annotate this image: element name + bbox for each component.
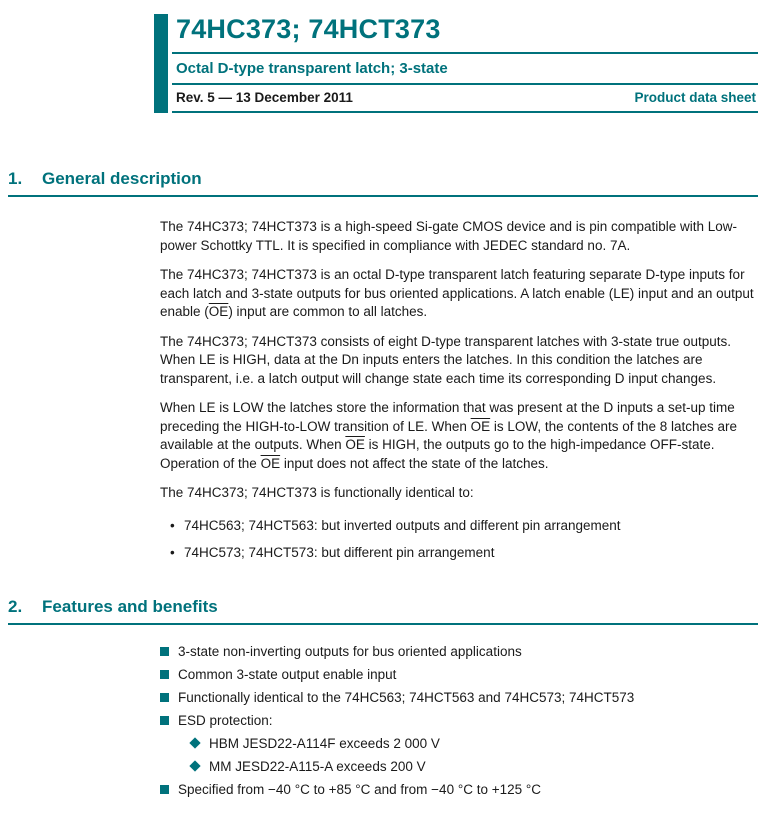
document-header — [154, 14, 758, 113]
list-item — [170, 544, 758, 563]
square-bullet-icon — [160, 670, 169, 679]
section-number: 1. — [8, 169, 23, 189]
feature-sub-item — [190, 757, 758, 776]
feature-sub-item-text: MM JESD22-A115-A exceeds 200 V — [209, 758, 426, 774]
feature-item-text: ESD protection: — [178, 712, 273, 728]
square-bullet-icon — [160, 716, 169, 725]
diamond-bullet-icon — [189, 760, 200, 771]
section-title: Features and benefits — [42, 596, 218, 616]
header-rule — [172, 111, 758, 113]
overline-signal: $\overline{OE}$ — [470, 418, 491, 434]
bullet-icon: • — [170, 545, 175, 561]
feature-item — [160, 711, 758, 730]
text-segment: is LOW, the contents of the 8 latches are available at the outputs. When — [160, 418, 738, 453]
square-bullet-icon — [160, 693, 169, 702]
paragraph — [160, 333, 758, 389]
features-list — [160, 642, 758, 799]
revision-date: Rev. 5 — 13 December 2011 — [176, 90, 353, 106]
section-number: 2. — [8, 596, 23, 616]
feature-item — [160, 780, 758, 799]
revision-row — [172, 85, 758, 111]
gd-paragraphs — [160, 218, 758, 503]
gd-bullets — [170, 517, 758, 563]
overline-signal: $\overline{OE}$ — [260, 455, 281, 471]
document-subtitle: Octal D-type transparent latch; 3-state — [176, 60, 448, 78]
feature-item — [160, 665, 758, 684]
feature-sub-item-text: HBM JESD22-A114F exceeds 2 000 V — [209, 735, 440, 751]
paragraph — [160, 484, 758, 503]
text-segment: input does not affect the state of the latches. — [280, 455, 549, 471]
general-description-content — [160, 218, 758, 563]
paragraph — [160, 218, 758, 255]
feature-item — [160, 642, 758, 661]
section-title: General description — [42, 169, 202, 189]
text-segment: When LE is LOW the latches store the information that was present at the D inputs a set-up time preceding the HIGH-to-LOW transition of LE. When — [160, 400, 735, 434]
overline-signal: $\overline{OE}$ — [208, 304, 229, 320]
text-segment: The 74HC373; 74HCT373 consists of eight D-type transparent latches with 3-state true outputs. When LE is HIGH, data at the Dn inputs enters the latches. In this condition the latches are transparent, i.e. a latch output will change state each time its corresponding D input changes. — [160, 333, 732, 386]
feature-item-text: Functionally identical to the 74HC563; 74HCT563 and 74HC573; 74HCT573 — [178, 689, 635, 705]
diamond-bullet-icon — [189, 737, 200, 748]
text-segment: ) input are common to all latches. — [228, 304, 428, 320]
text-segment: is HIGH, the outputs go to the high-impedance OFF-state. Operation of the — [160, 437, 715, 471]
header-content — [172, 14, 758, 113]
paragraph — [160, 399, 758, 473]
feature-item — [160, 688, 758, 707]
list-item — [170, 517, 758, 536]
accent-bar — [154, 14, 168, 113]
text-segment: The 74HC373; 74HCT373 is functionally identical to: — [160, 485, 474, 501]
paragraph — [160, 266, 758, 322]
feature-item-text: 3-state non-inverting outputs for bus oriented applications — [178, 643, 522, 659]
document-title: 74HC373; 74HCT373 — [176, 14, 441, 44]
list-item-text: 74HC563; 74HCT563: but inverted outputs and different pin arrangement — [184, 517, 621, 533]
feature-sub-item — [190, 734, 758, 753]
doc-type-label: Product data sheet — [634, 90, 756, 106]
square-bullet-icon — [160, 785, 169, 794]
text-segment: The 74HC373; 74HCT373 is a high-speed Si-gate CMOS device and is pin compatible with Low-power Schottky TTL. It is specified in compliance with JEDEC standard no. 7A. — [160, 219, 738, 253]
section-heading-features — [8, 597, 758, 625]
text-segment: The 74HC373; 74HCT373 is an octal D-type transparent latch featuring separate D-type inputs for each latch and 3-state outputs for bus oriented applications. A latch enable (LE) input and an output enable ( — [160, 267, 754, 320]
section-heading-general-description — [8, 169, 758, 197]
list-item-text: 74HC573; 74HCT573: but different pin arrangement — [184, 545, 495, 561]
feature-item-text: Specified from −40 °C to +85 °C and from −40 °C to +125 °C — [178, 781, 542, 797]
feature-item-text: Common 3-state output enable input — [178, 666, 397, 682]
square-bullet-icon — [160, 647, 169, 656]
bullet-icon: • — [170, 517, 175, 533]
overline-signal: $\overline{OE}$ — [345, 437, 365, 453]
